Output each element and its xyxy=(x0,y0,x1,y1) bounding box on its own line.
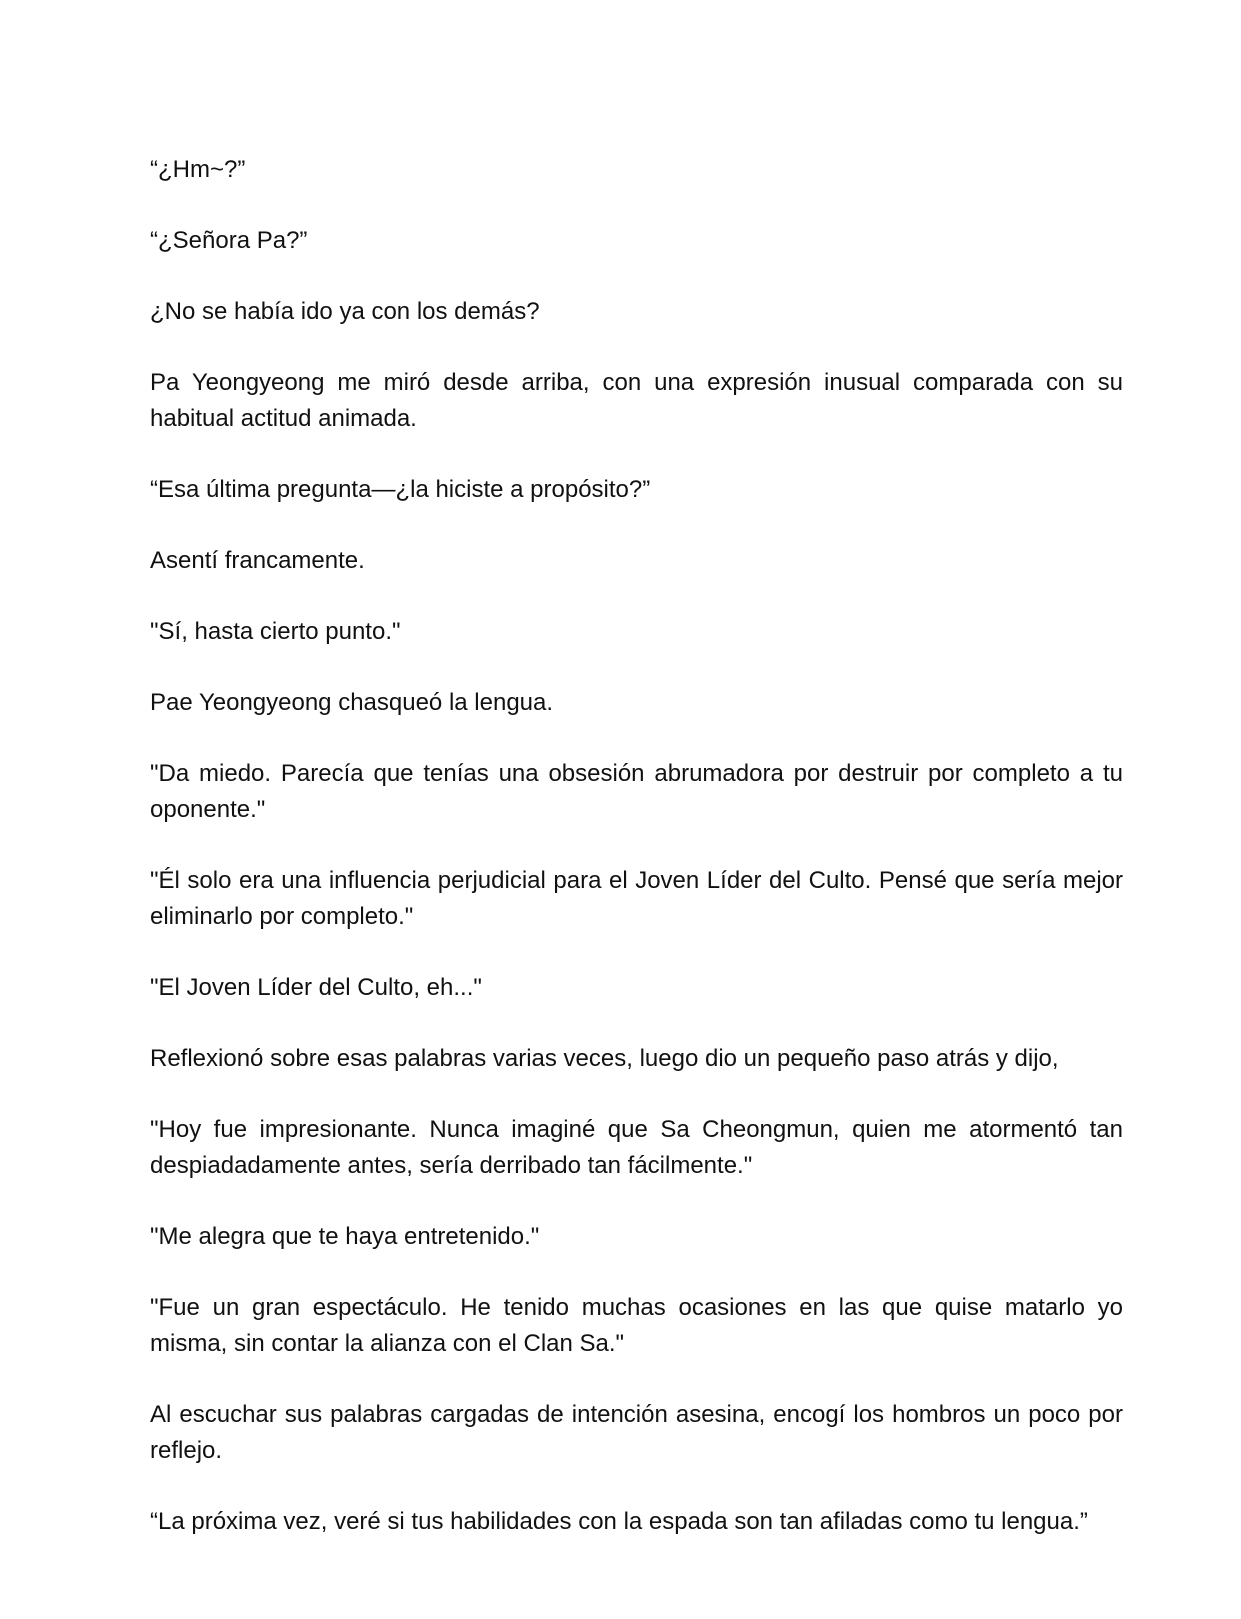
paragraph-15: "Fue un gran espectáculo. He tenido muchas ocasiones en las que quise matarlo yo misma, sin contar la alianza con el Clan Sa." xyxy=(150,1294,1123,1357)
paragraph-12: Reflexionó sobre esas palabras varias veces, luego dio un pequeño paso atrás y dijo, xyxy=(150,1045,1059,1072)
paragraph-4: Pa Yeongyeong me miró desde arriba, con una expresión inusual comparada con su habitual actitud animada. xyxy=(150,369,1123,432)
paragraph-16: Al escuchar sus palabras cargadas de intención asesina, encogí los hombros un poco por reflejo. xyxy=(150,1401,1123,1464)
paragraph-11: "El Joven Líder del Culto, eh..." xyxy=(150,974,482,1001)
paragraph-5: “Esa última pregunta—¿la hiciste a propósito?” xyxy=(150,476,651,503)
paragraph-10: "Él solo era una influencia perjudicial para el Joven Líder del Culto. Pensé que sería mejor eliminarlo por completo." xyxy=(150,867,1123,930)
paragraph-17: “La próxima vez, veré si tus habilidades con la espada son tan afiladas como tu lengua.” xyxy=(150,1508,1088,1535)
paragraph-7: "Sí, hasta cierto punto." xyxy=(150,618,401,645)
paragraph-8: Pae Yeongyeong chasqueó la lengua. xyxy=(150,689,554,716)
paragraph-6: Asentí francamente. xyxy=(150,547,365,574)
paragraph-13: "Hoy fue impresionante. Nunca imaginé que Sa Cheongmun, quien me atormentó tan despiadadamente antes, sería derribado tan fácilmente." xyxy=(150,1116,1123,1179)
paragraph-9: "Da miedo. Parecía que tenías una obsesión abrumadora por destruir por completo a tu oponente." xyxy=(150,760,1123,823)
paragraph-3: ¿No se había ido ya con los demás? xyxy=(150,298,540,325)
paragraph-2: “¿Señora Pa?” xyxy=(150,227,308,254)
document-body xyxy=(150,152,1123,1575)
paragraph-14: "Me alegra que te haya entretenido." xyxy=(150,1223,540,1250)
paragraph-1: “¿Hm~?” xyxy=(150,156,246,183)
